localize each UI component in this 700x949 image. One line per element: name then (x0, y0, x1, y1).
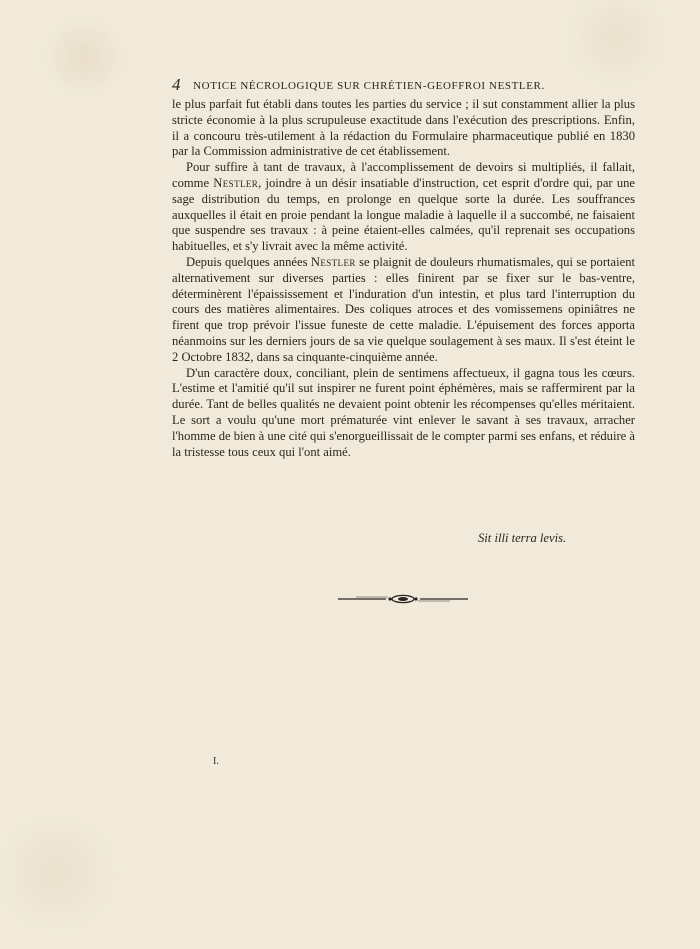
running-title: NOTICE NÉCROLOGIQUE SUR CHRÉTIEN-GEOFFROI NESTLER. (193, 80, 545, 92)
paragraph-3 (172, 255, 635, 366)
page-number: 4 (172, 75, 182, 94)
paragraph-3-part-a: Depuis quelques années (186, 254, 311, 269)
person-name: Nestler (213, 175, 259, 190)
epitaph-motto: Sit illi terra levis. (478, 531, 567, 545)
ornament-rule-icon (336, 593, 470, 605)
paragraph-4: D'un caractère doux, conciliant, plein de sentimens affectueux, il gagna tous les cœurs. L'estime et l'amitié qu'il sut inspirer ne furent point éphémères, mais se raffermirent par la durée. Tant de belles qualités ne devaient point obtenir les récompenses qu'elles méritaient. Le sort a voulu qu'une mort prématurée vint enlever le savant à ses travaux, arracher l'homme de bien à une cité qui s'enorgueillissait de le compter parmi ses enfans, et réduire à la tristesse tous ceux qui l'ont aimé. (172, 365, 635, 459)
running-header (172, 76, 582, 94)
person-name: Nestler (310, 254, 356, 269)
paragraph-2-part-a: Pour suffire à tant de travaux, à l'accomplissement de devoirs si multipliés, il fallait, comme (172, 160, 635, 190)
paragraph-2-part-b: , joindre à un désir insatiable d'instruction, cet esprit d'ordre qui, par une sage distribution du temps, en prolonge en quelque sorte la durée. Les souffrances auxquelles il était en proie pendant la longue maladie à laquelle il a succombé, ne faisaient que suspendre ses travaux : à peine étaient-elles calmées, qu'il reprenait ses occupations habituelles, et s'y livrait avec la même activité. (172, 175, 635, 254)
paragraph-3-part-b: se plaignit de douleurs rhumatismales, qui se portaient alternativement sur diverses parties : elles finirent par se fixer sur le bas-ventre, déterminèrent l'épaississement et l'induration d'un intestin, et plus tard l'interruption du cours des matières alimentaires. Des coliques atroces et des vomissemens opiniâtres ne firent que trop prévoir l'issue funeste de cette maladie. L'épuisement des forces apporta néanmoins sur les derniers jours de sa vie quelque soulagement à ses maux. Il s'est éteint le 2 Octobre 1832, dans sa cinquante-cinquième année. (172, 254, 635, 364)
signature-mark: I. (213, 756, 219, 767)
paragraph-1: le plus parfait fut établi dans toutes les parties du service ; il sut constamment allier la plus stricte économie à la plus scrupuleuse exactitude dans l'exécution des prescriptions. Enfin, il a concouru très-utilement à la rédaction du Formulaire pharmaceutique publié en 1830 par la Commission administrative de cet établissement. (172, 97, 635, 159)
text-body (172, 97, 635, 460)
paragraph-2 (172, 160, 635, 255)
